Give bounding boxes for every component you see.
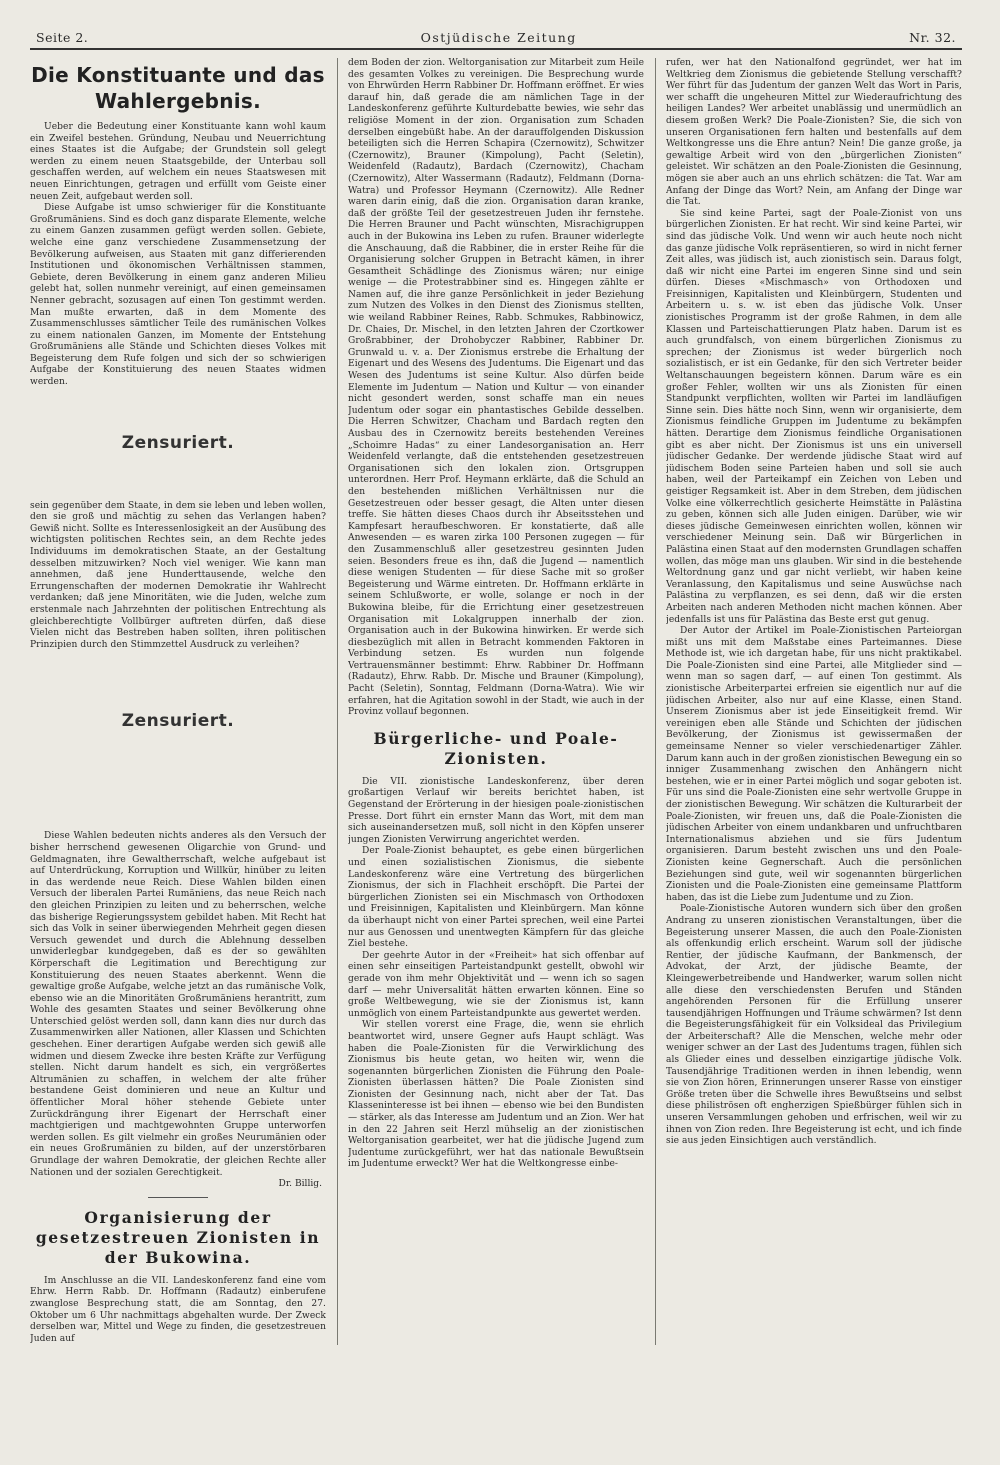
paragraph: sein gegenüber dem Staate, in dem sie leben und leben wollen, den sie groß und mächtig zu sehen das Verlangen haben? Gewiß nicht. Sollte es Interessenlosigkeit an der Ausübung des wichtigsten politischen Rechtes sein, an dem Rechte jedes Individuums im demokratischen Staate, an der Gestaltung desselben mitzuwirken? Noch viel weniger. Wie kann man annehmen, daß jene Hunderttausende, welche den Errungenschaften der modernen Demokratie ihr Wahlrecht verdanken; daß jene Minoritäten, wie die Juden, welche zum erstenmale nach Jahrzehnten der politischen Entrechtung als gleichberechtigte Vollbürger auftreten dürfen, daß diese Vielen nicht das Bestreben haben sollten, ihren politischen Prinzipien durch den Stimmzettel Ausdruck zu verleihen? [30,500,326,650]
censored-notice: Zensuriert. [121,711,235,732]
paragraph: Der Autor der Artikel im Poale-Zionistischen Parteiorgan mißt uns mit dem Maßstabe eines Parteimannes. Diese Methode ist, wie ich dargetan habe, für uns nicht praktikabel. Die Poale-Zionisten sind eine Partei, alle Mitglieder sind — wenn man so sagen darf, — auf einen Ton gestimmt. Als zionistische Arbeiterpartei erfreien sie eigentlich nur auf die jüdischen Arbeiter, also nur auf eine Klasse, einen Stand. Unserem Zionismus aber ist jede Einseitigkeit fremd. Wir vereinigen eben alle Stände und Schichten der jüdischen Bevölkerung, der Zionismus ist gewissermaßen der gemeinsame Nenner so vieler verschiedenartiger Zähler. Darum kann auch in der großen zionistischen Bewegung ein so inniger Zusammenhang zwischen den Anhängern nicht bestehen, wie er in einer Partei möglich und sogar geboten ist. Für uns sind die Poale-Zionisten eine sehr wertvolle Gruppe in der zionistischen Bewegung. Wir schätzen die Kulturarbeit der Poale-Zionisten, wir freuen uns, daß die Poale-Zionisten die jüdischen Arbeiter von einem undankbaren und unfruchtbaren Internationalismus abziehen und sie fürs Judentum organisieren. Darum besteht zwischen uns und den Poale-Zionisten keine Gegnerschaft. Auch die persönlichen Beziehungen sind gute, weil wir sogenannten bürgerlichen Zionisten und die Poale-Zionisten eine gemeinsame Plattform haben, das ist die Liebe zum Judentume und zu Zion. [666,626,962,903]
paragraph: Diese Aufgabe ist umso schwieriger für die Konstituante Großrumäniens. Sind es doch ganz disparate Elemente, welche zu einem Ganzen zusammen gefügt werden sollen. Gebiete, welche eine ganz verschiedene Zusammensetzung der Bevölkerung aufweisen, aus Staaten mit ganz differierenden Institutionen und ökonomischen Verhältnissen stammen, Gebiete, deren Bevölkerung in einem ganz anderen Milieu gelebt hat, sollen nunmehr vereinigt, auf einen gemeinsamen Nenner gebracht, sozusagen auf einen Ton gestimmt werden. Man mußte erwarten, daß in dem Momente des Zusammenschlusses sämtlicher Teile des rumänischen Volkes zu einem nationalen Ganzen, im Momente der Entstehung Großrumäniens alle Stände und Schichten dieses Volkes mit Begeisterung dem Rufe folgen und sich der so schwierigen Aufgabe der Konstituierung des neuen Staates widmen werden. [30,203,326,388]
column-2 [348,58,644,1345]
paragraph: Diese Wahlen bedeuten nichts anderes als den Versuch der bisher herrschend gewesenen Oligarchie von Grund- und Geldmagnaten, ihre Gewaltherrschaft, welche aufgebaut ist auf Unterdrückung, Korruption und Willkür, hinüber zu leiten in das werdende neue Reich. Diese Wahlen bilden einen Versuch der liberalen Partei Rumäniens, das neue Reich nach den gleichen Prinzipien zu leiten und zu beherrschen, welche das bisherige Regierungssystem gebildet haben. Mit Recht hat sich das Volk in seiner überwiegenden Mehrheit gegen diesen Versuch gewendet und durch die Ablehnung desselben unwiderlegbar kundgegeben, daß es der so gewählten Körperschaft die Legitimation und Berechtigung zur Konstituierung des neuen Staates aberkennt. Wenn die gewaltige große Aufgabe, welche jetzt an das rumänische Volk, ebenso wie an die Minoritäten Großrumäniens herantritt, zum Wohle des gesamten Staates und seiner Bevölkerung ohne Unterschied gelöst werden soll, dann kann dies nur durch das Zusammenwirken aller Nationen, aller Klassen und Schichten geschehen. Einer derartigen Aufgabe werden sich gewiß alle widmen und diesem Zwecke ihre besten Kräfte zur Verfügung stellen. Nicht darum handelt es sich, ein vergrößertes Altrumänien zu schaffen, in welchem der alte früher bestandene Geist dominieren und neue an Kultur und öffentlicher Moral höher stehende Gebiete unter Zurückdrängung ihrer Eigenart der Herrschaft einer machtgierigen und machtgewohnten Gruppe unterworfen werden sollen. Es gilt vielmehr ein großes Neurumänien oder ein neues Großrumänien zu bilden, auf der unzerstörbaren Grundlage der wahren Demokratie, der gleichen Rechte aller Nationen und der sozialen Gerechtigkeit. [30,831,326,1178]
page-number-label: Seite 2. [36,30,89,45]
article-title-konstituante: Die Konstituante und das Wahlergebnis. [31,63,325,113]
paragraph: Sie sind keine Partei, sagt der Poale-Zionist von uns bürgerlichen Zionisten. Er hat recht. Wir sind keine Partei, wir sind das jüdische Volk. Und wenn wir auch heute noch nicht das ganze jüdische Volk repräsentieren, so wird in nicht ferner Zeit alles, was jüdisch ist, auch zionistisch sein. Daraus folgt, daß wir nicht eine Partei im engeren Sinne sind und sein dürfen. Dieses «Mischmasch» von Orthodoxen und Freisinnigen, Kapitalisten und Kleinbürgern, Studenten und Arbeitern u. s. w. ist eben das jüdische Volk. Unser zionistisches Programm ist der große Rahmen, in dem alle Klassen und Parteischattierungen Platz haben. Darum ist es auch grundfalsch, von einem bürgerlichen Zionismus zu sprechen; der Zionismus ist weder bürgerlich noch sozialistisch, er ist ein Gedanke, für den sich Vertreter beider Weltanschauungen begeistern können. Darum wäre es ein großer Fehler, wollten wir uns als Zionisten für einen Standpunkt verpflichten, wollten wir Partei im landläufigen Sinne sein. Dies hätte noch Sinn, wenn wir organisierte, dem Zionismus feindliche Gruppen im Judentume zu bekämpfen hätten. Derartige dem Zionismus feindliche Organisationen gibt es aber nicht. Der Zionismus ist uns ein universell jüdischer Gedanke. Der werdende jüdische Staat wird auf jüdischem Boden seine Parteien haben und soll sie auch haben, weil der Parteikampf ein Zeichen von Leben und geistiger Regsamkeit ist. Aber in dem Streben, dem jüdischen Volke eine völkerrechtlich gesicherte Heimstätte in Palästina zu geben, können sich alle Juden einigen. Darüber, wie wir dieses jüdische Gemeinwesen einrichten wollen, können wir verschiedener Meinung sein. Daß wir Bürgerlichen in Palästina einen Staat auf den modernsten Grundlagen schaffen wollen, das möge man uns glauben. Wir sind in die bestehende Weltordnung ganz und gar nicht verliebt, wir haben keine Veranlassung, den Kapitalismus und seine Auswüchse nach Palästina zu verpflanzen, es sei denn, daß wir die ersten Arbeiten nach anderen Methoden nicht machen können. Aber jedenfalls ist uns für Palästina das Beste erst gut genug. [666,208,962,625]
paragraph: Im Anschlusse an die VII. Landeskonferenz fand eine vom Ehrw. Herrn Rabb. Dr. Hoffmann (Radautz) einberufene zwanglose Besprechung statt, die am Sonntag, den 27. Oktober um 6 Uhr nachmittags abgehalten wurde. Der Zweck derselben war, Mittel und Wege zu finden, die gesetzestreuen Juden auf [30,1275,326,1344]
article-title-organisierung: Organisierung der gesetzestreuen Zionisten in der Bukowina. [35,1207,321,1267]
paragraph: Wir stellen vorerst eine Frage, die, wenn sie ehrlich beantwortet wird, unsere Gegner aufs Haupt schlägt. Was haben die Poale-Zionisten für die Verwirklichung des Zionismus bis heute getan, wo heiten wir, wenn die sogenannten bürgerlichen Zionisten die Führung den Poale-Zionisten überlassen hätten? Die Poale Zionisten sind Zionisten der Gesinnung nach, nicht aber der Tat. Das Klasseninteresse ist bei ihnen — ebenso wie bei den Bundisten — stärker, als das Interesse am Judentum und an Zion. Wer hat in den 22 Jahren seit Herzl mühselig an der zionistischen Weltorganisation gearbeitet, wer hat die jüdische Jugend zum Judentume zurückgeführt, wer hat das nationale Bewußtsein im Judentume erweckt? Wer hat die Weltkongresse einbe- [348,1020,644,1170]
paragraph: Die VII. zionistische Landeskonferenz, über deren großartigen Verlauf wir bereits berichtet haben, ist Gegenstand der Erörterung in der hiesigen poale-zionistischen Presse. Dort führt ein ernster Mann das Wort, mit dem man sich auseinandersetzen muß, soll nicht in den Köpfen unserer jungen Zionisten Verwirrung angerichtet werden. [348,776,644,845]
paragraph: Ueber die Bedeutung einer Konstituante kann wohl kaum ein Zweifel bestehen. Gründung, Neubau und Neuerrichtung eines Staates ist die Aufgabe; der Grundstein soll gelegt werden zu einem neuen Staatsgebilde, der Unterbau soll geschaffen werden, auf welchem ein neues Staatswesen mit neuen Einrichtungen, getragen und erfüllt vom Geiste einer neuen Zeit, aufgebaut werden soll. [30,122,326,202]
newspaper-name: Ostjüdische Zeitung [420,30,577,45]
censored-notice: Zensuriert. [121,432,235,453]
author-signature: Dr. Billig. [278,1179,322,1190]
separator [148,1197,208,1198]
issue-number: Nr. 32. [909,30,956,45]
column-rule [655,58,656,1345]
columns [30,58,962,1345]
column-1 [30,58,326,1345]
column-rule [337,58,338,1345]
paragraph: Poale-Zionistische Autoren wundern sich über den großen Andrang zu unseren zionistischen Veranstaltungen, über die Begeisterung unserer Massen, die auch den Poale-Zionisten als offenkundig erlich erscheint. Warum soll der jüdische Rentier, der jüdische Kaufmann, der Bankmensch, der Advokat, der Arzt, der jüdische Beamte, der Kleingewerbetreibende und Handwerker, warum sollen nicht alle diese den verschiedensten Berufen und Ständen angehörenden Personen für die Erfüllung unserer tausendjährigen Hoffnungen und Träume schwärmen? Ist denn die Begeisterungsfähigkeit für ein Volksideal das Privilegium der Arbeiterschaft? Alle die Menschen, welche mehr oder weniger schwer an der Last des Judentums tragen, fühlen sich als Glieder eines und desselben einzigartige jüdische Volk. Tausendjährige Traditionen werden in ihnen lebendig, wenn sie von Zion hören, Erinnerungen unserer Rasse von einstiger Größe treten über die Schwelle ihres Bewußtseins und selbst diese philiströsen oft engherzigen Spießbürger fühlen sich in unseren Versammlungen gehoben und erfrischen, weil wir zu ihnen von Zion reden. Ihre Begeisterung ist echt, und ich finde sie aus jeden Einsichtigen auch verständlich. [666,904,962,1147]
paragraph: Der geehrte Autor in der «Freiheit» hat sich offenbar auf einen sehr einseitigen Parteistandpunkt gestellt, obwohl wir gerade von ihm mehr Objektivität und — wenn ich so sagen darf — mehr Universalität hätten erwarten können. Eine so große Weltbewegung, wie sie der Zionismus ist, kann unmöglich von einem Parteistandpunkte aus gewertet werden. [348,950,644,1019]
paragraph: rufen, wer hat den Nationalfond gegründet, wer hat im Weltkrieg dem Zionismus die gebietende Stellung verschafft? Wer führt für das Judentum der ganzen Welt das Wort in Paris, wer schafft die ungeheuren Mittel zur Wiederaufrichtung des heiligen Landes? Wer arbeitet unablässig und unermüdlich an diesem großen Werk? Die Poale-Zionisten? Sie, die sich von unseren Organisationen fern halten und bestenfalls auf dem Weltkongresse uns die Ehre antun? Nein! Die ganze große, ja gewaltige Arbeit wird von den „bürgerlichen Zionisten“ geleistet. Wir schätzen an den Poale-Zionisten die Gesinnung, mögen sie aber auch an uns ehrlich schätzen: die Tat. War am Anfang der Dinge das Wort? Nein, am Anfang der Dinge war die Tat. [666,58,962,208]
paragraph: dem Boden der zion. Weltorganisation zur Mitarbeit zum Heile des gesamten Volkes zu vereinigen. Die Besprechung wurde von Ehrwürden Herrn Rabbiner Dr. Hoffmann eröffnet. Er wies darauf hin, daß gerade die am nämlichen Tage in der Landeskonferenz geführte Kulturdebatte bewies, wie sehr das religiöse Moment in der zion. Organisation zum Schaden derselben eingebüßt habe. An der darauffolgenden Diskussion beteiligten sich die Herren Schapira (Czernowitz), Schwitzer (Czernowitz), Brauner (Kimpolung), Pacht (Seletin), Weidenfeld (Radautz), Bardach (Czernowitz), Chacham (Czernowitz), Alter Wassermann (Radautz), Feldmann (Dorna-Watra) und Professor Heymann (Czernowitz). Alle Redner waren darin einig, daß die zion. Organisation daran kranke, daß der größte Teil der gesetzestreuen Juden ihr fernstehe. Die Herren Brauner und Pacht wünschten, Misrachigruppen auch in der Bukowina ins Leben zu rufen. Brauner widerlegte die Anschauung, daß die Rabbiner, die in erster Reihe für die Organisierung solcher Gruppen in Betracht kämen, in ihrer Gesamtheit Schädlinge des Zionismus wären; nur einige wenige — die Protestrabbiner sind es. Hingegen zählte er Namen auf, die ihre ganze Persönlichkeit in jeder Beziehung zum Nutzen des Volkes in den Dienst des Zionismus stellten, wie weiland Rabbiner Reines, Rabb. Schmukes, Rabbinowicz, Dr. Chaies, Dr. Mischel, in den letzten Jahren der Czortkower Großrabbiner, der Drohobyczer Rabbiner, Rabbiner Dr. Grunwald u. v. a. Der Zionismus erstrebe die Erhaltung der Eigenart und des Wesens des Judentums. Die Eigenart und das Wesen des Judentums ist seine Kultur. Also dürfen beide Elemente im Judentum — Nation und Kultur — von einander nicht gesondert werden, sonst schaffe man ein neues Judentum oder sogar ein phantastisches Gebilde desselben. Die Herren Schwitzer, Chacham und Bardach regten den Ausbau des in Czernowitz bereits bestehenden Vereines „Schoimre Hadas“ zu einer Landesorganisation an. Herr Weidenfeld verlangte, daß die entstehenden gesetzestreuen Organisationen sich den lokalen zion. Ortsgruppen unterordnen. Herr Prof. Heymann erklärte, daß die Schuld an den bestehenden mißlichen Verhältnissen nur die Gesetzestreuen oder besser gesagt, die Alten unter diesen treffe. Sie hätten dieses Chaos durch ihr Abseitsstehen und Kampfesart heraufbeschworen. Er konstatierte, daß alle Anwesenden — es waren zirka 100 Personen zugegen — für den Zusammenschluß aller gesetzestreu gesinnten Juden seien. Besonders freue es ihn, daß die Jugend — namentlich diese wenigen Studenten — für diese Sache mit so großer Begeisterung und Wärme eintreten. Dr. Hoffmann erklärte in seinem Schlußworte, er wolle, solange er noch in der Bukowina bleibe, für die Errichtung einer gesetzestreuen Organisation mit Lokalgruppen innerhalb der zion. Organisation auch in der Bukowina hinwirken. Er werde sich diesbezüglich mit allen in Betracht kommenden Faktoren in Verbindung setzen. Es wurden nun folgende Vertrauensmänner bestimmt: Ehrw. Rabbiner Dr. Hoffmann (Radautz), Ehrw. Rabb. Dr. Mische und Brauner (Kimpolung), Pacht (Seletin), Sonntag, Feldmann (Dorna-Watra). Wie wir erfahren, hat die Agitation sowohl in der Stadt, wie auch in der Provinz vollauf begonnen. [348,58,644,718]
column-3 [666,58,962,1345]
paragraph: Der Poale-Zionist behauptet, es gebe einen bürgerlichen und einen sozialistischen Zionismus, die siebente Landeskonferenz wäre eine Vertretung des bürgerlichen Zionismus, der sich in Flachheit erschöpft. Die Partei der bürgerlichen Zionisten sei ein Mischmasch von Orthodoxen und Freisinnigen, Kapitalisten und Kleinbürgern. Man könne da überhaupt nicht von einer Partei sprechen, weil eine Partei nur aus Genossen und unentwegten Kämpfern für das gleiche Ziel bestehe. [348,846,644,950]
running-head [30,30,962,50]
article-title-poale-zionisten: Bürgerliche- und Poale-Zionisten. [373,728,619,768]
